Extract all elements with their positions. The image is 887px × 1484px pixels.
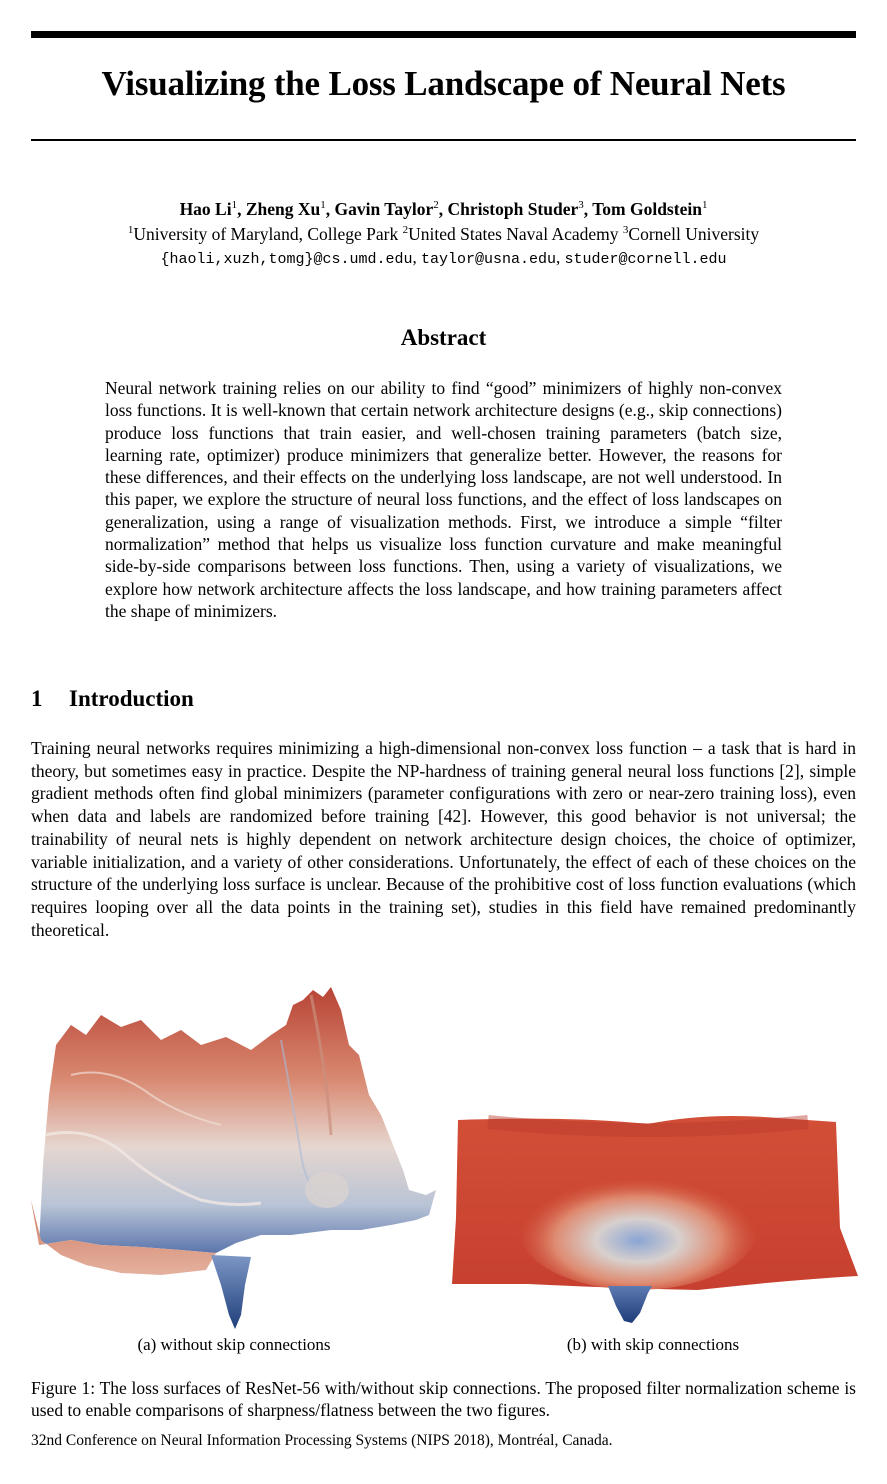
subcaption-a: (a) without skip connections [137,1335,331,1354]
author: Christoph Studer [447,199,579,219]
affil-num: 1 [127,224,134,236]
email-link[interactable]: {haoli,xuzh,tomg}@cs.umd.edu [160,251,413,268]
abstract-text: Neural network training relies on our ability to find “good” minimizers of highly non-convex loss functions. It is well-known that certain network architecture designs (e.g., skip connections) produce loss functions that train easier, and well-chosen training parameters (batch size, learning rate, optimizer) produce minimizers that generalize better. However, the reasons for these differences, and their effects on the underlying loss landscape, are not well understood. In this paper, we explore the structure of neural loss functions, and the effect of loss landscapes on generalization, using a range of visualization methods. First, we introduce a simple “filter normalization” method that helps us visualize loss function curvature and make meaningful side-by-side comparisons between loss functions. Then, using a variety of visualizations, we explore how network architecture affects the loss landscape, and how training parameters affect the shape of minimizers. [105,378,782,621]
loss-surface-with-skip-image [448,1108,858,1326]
loss-surface-no-skip-image [31,985,437,1330]
author: Tom Goldstein [592,199,702,219]
affiliation: University of Maryland, College Park [133,224,403,244]
title-rule [31,139,856,141]
intro-paragraph: Training neural networks requires minimizing a high-dimensional non-convex loss function – a task that is hard in theory, but sometimes easy in practice. Despite the NP-hardness of training general neural loss functions [2], simple gradient methods often find global minimizers (parameter configurations with zero or near-zero training loss), even when data and labels are randomized before training [42]. However, this good behavior is not universal; the trainability of neural nets is highly dependent on network architecture design choices, the choice of optimizer, variable initialization, and a variety of other considerations. Unfortunately, the effect of each of these choices on the structure of the underlying loss surface is unclear. Because of the prohibitive cost of loss function evaluations (which requires looping over all the data points in the training set), studies in this field have remained predominantly theoretical. [31,738,856,940]
affiliation-line [0,224,887,245]
affil-num: 2 [402,224,409,236]
author: Gavin Taylor [334,199,434,219]
affiliation: Cornell University [628,224,760,244]
email-link[interactable]: taylor@usna.edu [420,251,557,268]
author-affil-mark: 1 [701,199,708,211]
affiliation: United States Naval Academy [408,224,623,244]
figure-caption: Figure 1: The loss surfaces of ResNet-56 with/without skip connections. The proposed filter normalization scheme is used to enable comparisons of sharpness/flatness between the two figures. [31,1378,856,1421]
author-affil-mark: 3 [578,199,584,211]
paper-title: Visualizing the Loss Landscape of Neural Nets [101,64,786,103]
author-list: Hao Li$^1$, Zheng Xu$^1$, Gavin Taylor$^2$, Christoph Studer$^3$, Tom Goldstein$^1$ [179,199,708,219]
author: Zheng Xu [245,199,321,219]
abstract-heading: Abstract [400,325,487,350]
section-title: Introduction [69,686,194,711]
author-affil-mark: 1 [231,199,238,211]
conference-footnote: 32nd Conference on Neural Information Processing Systems (NIPS 2018), Montréal, Canada. [31,1432,613,1449]
email-link[interactable]: studer@cornell.edu [564,251,727,268]
affil-num: 3 [622,224,629,236]
author-affil-mark: 2 [433,199,439,211]
top-rule [31,31,856,38]
section-number: 1 [31,686,43,711]
section-heading [31,686,194,712]
email-line: {haoli,xuzh,tomg}@cs.umd.edu, taylor@usna.edu, studer@cornell.edu [160,248,727,268]
author: Hao Li [179,199,232,219]
author-affil-mark: 1 [320,199,326,211]
subcaption-b: (b) with skip connections [566,1335,740,1354]
